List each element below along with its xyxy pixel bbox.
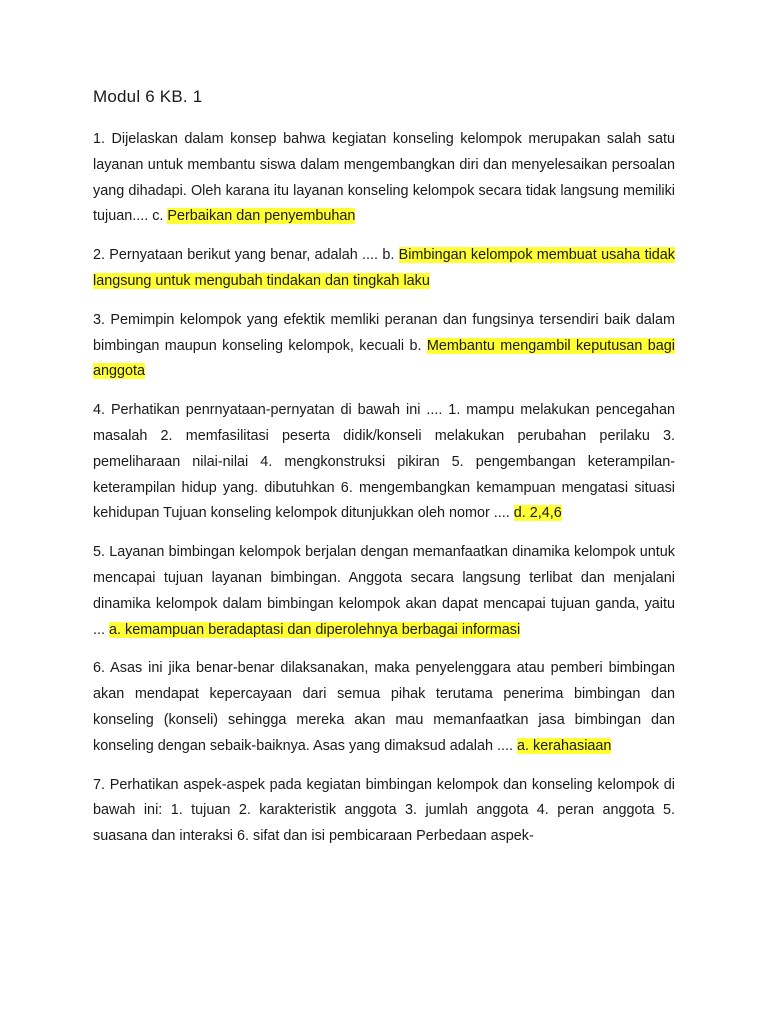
highlighted-answer: Bimbingan kelompok membuat usaha tidak langsung untuk mengubah tindakan dan tingkah laku bbox=[93, 247, 675, 289]
highlighted-answer: Membantu mengambil keputusan bagi anggota bbox=[93, 337, 675, 380]
question-text: 5. Layanan bimbingan kelompok berjalan dengan memanfaatkan dinamika kelompok untuk mencapai tujuan layanan bimbingan. Anggota secara langsung terlibat dan menjalani dinamika kelompok dalam bimbingan kelompok akan dapat mencapai tujuan ganda, yaitu ... bbox=[93, 544, 675, 638]
question-4 bbox=[93, 398, 675, 527]
question-7 bbox=[93, 773, 675, 850]
question-2 bbox=[93, 243, 675, 295]
question-text: 2. Pernyataan berikut yang benar, adalah .... b. bbox=[93, 247, 399, 264]
page-title: Modul 6 KB. 1 bbox=[93, 87, 203, 106]
highlighted-answer: Perbaikan dan penyembuhan bbox=[167, 208, 356, 225]
document-page bbox=[93, 85, 675, 863]
question-text: 1. Dijelaskan dalam konsep bahwa kegiatan konseling kelompok merupakan salah satu layanan untuk membantu siswa dalam mengembangkan diri dan menyelesaikan persoalan yang dihadapi. Oleh karana itu layanan konseling kelompok secara tidak langsung memiliki tujuan.... c. bbox=[93, 131, 675, 225]
question-1 bbox=[93, 127, 675, 230]
question-6 bbox=[93, 656, 675, 759]
question-text: 7. Perhatikan aspek-aspek pada kegiatan bimbingan kelompok dan konseling kelompok di bawah ini: 1. tujuan 2. karakteristik anggota 3. jumlah anggota 4. peran anggota 5. suasana dan interaksi 6. sifat dan isi pembicaraan Perbedaan aspek- bbox=[93, 776, 675, 845]
question-text: 3. Pemimpin kelompok yang efektik memliki peranan dan fungsinya tersendiri baik dalam bimbingan maupun konseling kelompok, kecuali b. bbox=[93, 311, 675, 354]
question-text: 6. Asas ini jika benar-benar dilaksanakan, maka penyelenggara atau pemberi bimbingan akan mendapat kepercayaan dari semua pihak terutama penerima bimbingan dan konseling (konseli) sehingga mereka akan mau memanfaatkan jasa bimbingan dan konseling dengan sebaik-baiknya. Asas yang dimaksud adalah .... bbox=[93, 660, 675, 754]
question-5 bbox=[93, 540, 675, 643]
question-text: 4. Perhatikan penrnyataan-pernyatan di bawah ini .... 1. mampu melakukan pencegahan masalah 2. memfasilitasi peserta didik/konseli melakukan perubahan perilaku 3. pemeliharaan nilai-nilai 4. mengkonstruksi pikiran 5. pengembangan keterampilan-keterampilan hidup yang. dibutuhkan 6. mengembangkan kemampuan mengatasi situasi kehidupan Tujuan konseling kelompok ditunjukkan oleh nomor .... bbox=[93, 402, 675, 522]
highlighted-answer: d. 2,4,6 bbox=[513, 505, 562, 522]
highlighted-answer: a. kemampuan beradaptasi dan diperolehnya berbagai informasi bbox=[109, 621, 521, 638]
question-3 bbox=[93, 308, 675, 385]
highlighted-answer: a. kerahasiaan bbox=[517, 737, 612, 754]
